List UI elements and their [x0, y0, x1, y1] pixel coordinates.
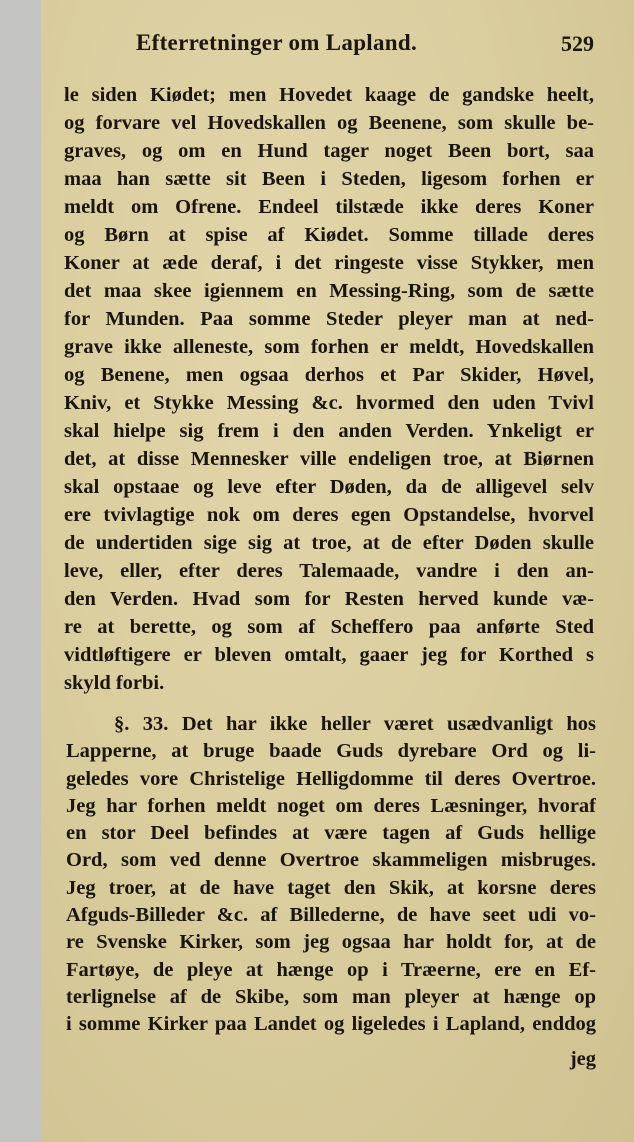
text-line: det, at disse Mennesker ville endeligen troe, at Biørnen: [64, 448, 594, 470]
book-page: [41, 0, 634, 1142]
text-line: skal hielpe sig frem i den anden Verden. Ynkeligt er: [64, 420, 594, 442]
text-line: ere tvivlagtige nok om deres egen Opstandelse, hvorvel: [64, 504, 594, 526]
text-line: den Verden. Hvad som for Resten herved kunde væ-: [64, 588, 594, 610]
text-line: og Børn at spise af Kiødet. Somme tillade deres: [64, 224, 594, 246]
text-line: §. 33. Det har ikke heller været usædvanligt hos: [114, 713, 596, 735]
paragraph-1: [64, 81, 594, 697]
text-line: Jeg troer, at de have taget den Skik, at korsne deres: [66, 876, 596, 899]
scan-margin: [0, 0, 41, 1142]
text-line: leve, eller, efter deres Talemaade, vandre i den an-: [64, 560, 594, 582]
text-line: skyld forbi.: [64, 672, 165, 694]
text-line: i somme Kirker paa Landet og ligeledes i Lapland, enddog: [66, 1013, 596, 1036]
text-line: Ord, som ved denne Overtroe skammeligen misbruges.: [66, 849, 596, 872]
text-line: meldt om Ofrene. Endeel tilstæde ikke deres Koner: [64, 196, 594, 218]
text-line: Jeg har forhen meldt noget om deres Læsninger, hvoraf: [66, 794, 596, 817]
text-line: re at berette, og som af Scheffero paa anførte Sted: [64, 616, 594, 638]
paragraph-2-section-33: [66, 711, 596, 1039]
text-line: for Munden. Paa somme Steder pleyer man at ned-: [64, 308, 594, 330]
text-line: Koner at æde deraf, i det ringeste visse Stykker, men: [64, 252, 594, 274]
text-line: det maa skee igiennem en Messing-Ring, som de sætte: [64, 280, 594, 302]
text-line: grave ikke alleneste, som forhen er meldt, Hovedskallen: [64, 336, 594, 358]
text-line: og forvare vel Hovedskallen og Beenene, som skulle be-: [64, 112, 594, 134]
text-line: le siden Kiødet; men Hovedet kaage de gandske heelt,: [64, 84, 594, 106]
text-line: Lapperne, at bruge baade Guds dyrebare Ord og li-: [66, 740, 596, 763]
text-line: vidtløftigere er bleven omtalt, gaaer jeg for Korthed s: [64, 644, 594, 666]
text-line: Afguds-Billeder &c. af Billederne, de have seet udi vo-: [66, 904, 596, 927]
text-line: skal opstaae og leve efter Døden, da de alligevel selv: [64, 476, 594, 498]
catchword: jeg: [569, 1048, 596, 1070]
text-line: graves, og om en Hund tager noget Been bort, saa: [64, 140, 594, 162]
page-number: 529: [561, 31, 594, 56]
text-line: og Benene, men ogsaa derhos et Par Skider, Høvel,: [64, 364, 594, 386]
text-line: re Svenske Kirker, som jeg ogsaa har holdt for, at de: [66, 931, 596, 954]
text-line: Fartøye, de pleye at hænge op i Træerne, ere en Ef-: [66, 958, 596, 981]
running-title: Efterretninger om Lapland.: [136, 30, 418, 55]
text-line: de undertiden sige sig at troe, at de efter Døden skulle: [64, 532, 594, 554]
text-line: terlignelse af de Skibe, som man pleyer at hænge op: [66, 985, 596, 1008]
text-line: en stor Deel befindes at være tagen af Guds hellige: [66, 822, 596, 845]
text-line: geledes vore Christelige Helligdomme til deres Overtroe.: [66, 767, 596, 790]
page-header: [41, 30, 634, 60]
text-line: maa han sætte sit Been i Steden, ligesom forhen er: [64, 168, 594, 190]
text-line: Kniv, et Stykke Messing &c. hvormed den uden Tvivl: [64, 392, 594, 414]
